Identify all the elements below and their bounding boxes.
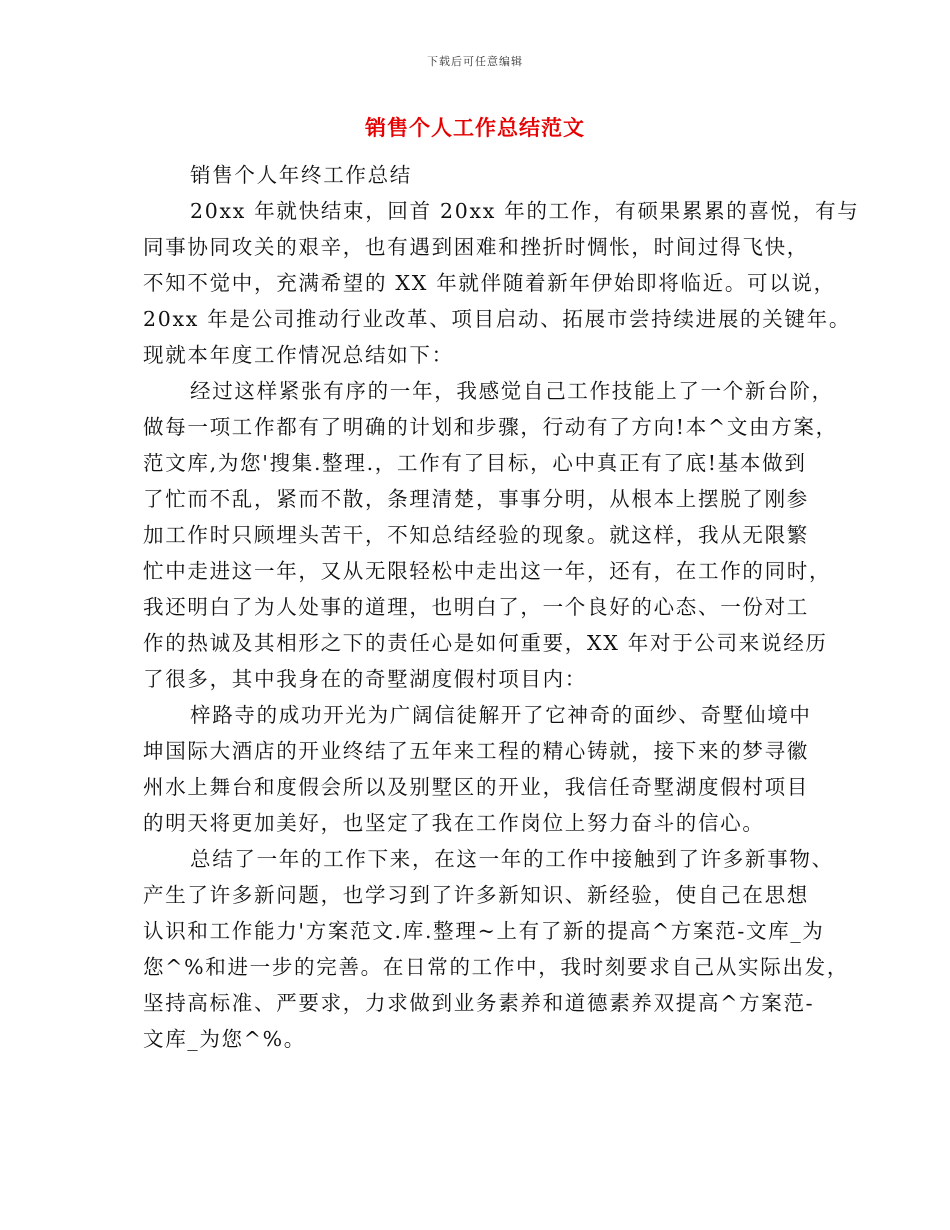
- paragraph-line: 20xx 年就快结束，回首 20xx 年的工作，有硕果累累的喜悦，有与: [190, 199, 860, 223]
- paragraph-line: 范文库,为您'搜集.整理.，工作有了目标，心中真正有了底!基本做到: [143, 451, 807, 475]
- paragraph-line: 产生了许多新问题，也学习到了许多新知识、新经验，使自己在思想: [143, 883, 809, 907]
- paragraph-line: 我还明白了为人处事的道理，也明白了，一个良好的心态、一份对工: [143, 595, 809, 619]
- paragraph-line: 了忙而不乱，紧而不散，条理清楚，事事分明，从根本上摆脱了刚参: [143, 487, 809, 511]
- paragraph-line: 梓路寺的成功开光为广阔信徒解开了它神奇的面纱、奇墅仙境中: [190, 703, 812, 727]
- paragraph-line: 总结了一年的工作下来，在这一年的工作中接触到了许多新事物、: [190, 847, 834, 871]
- paragraph-line: 您^%和进一步的完善。在日常的工作中，我时刻要求自己从实际出发，: [143, 955, 850, 979]
- paragraph-line: 作的热诚及其相形之下的责任心是如何重要，XX 年对于公司来说经历: [143, 631, 828, 655]
- header-note: 下载后可任意编辑: [427, 55, 523, 68]
- paragraph-line: 现就本年度工作情况总结如下：: [143, 343, 454, 367]
- paragraph-line: 忙中走进这一年，又从无限轻松中走出这一年，还有，在工作的同时，: [143, 559, 832, 583]
- paragraph-line: 同事协同攻关的艰辛，也有遇到困难和挫折时惆怅，时间过得飞快，: [143, 235, 809, 259]
- paragraph-line: 的明天将更加美好，也坚定了我在工作岗位上努力奋斗的信心。: [143, 811, 765, 835]
- paragraph-line: 不知不觉中，充满希望的 XX 年就伴随着新年伊始即将临近。可以说，: [143, 271, 836, 295]
- paragraph-line: 20xx 年是公司推动行业改革、项目启动、拓展市尝持续进展的关键年。: [143, 307, 852, 331]
- paragraph-line: 州水上舞台和度假会所以及别墅区的开业，我信任奇墅湖度假村项目: [143, 775, 809, 799]
- document-body: [143, 157, 860, 1057]
- paragraph-line: 加工作时只顾埋头苦干，不知总结经验的现象。就这样，我从无限繁: [143, 523, 809, 547]
- document-title: 销售个人工作总结范文: [365, 116, 585, 140]
- paragraph-line: 文库_为您^%。: [143, 1027, 307, 1051]
- paragraph-line: 认识和工作能力'方案范文.库.整理~上有了新的提高^方案范-文库_为: [143, 919, 825, 943]
- paragraph-line: 坚持高标准、严要求，力求做到业务素养和道德素养双提高^方案范-: [143, 991, 815, 1015]
- subtitle-line: 销售个人年终工作总结: [190, 163, 412, 187]
- paragraph-line: 做每一项工作都有了明确的计划和步骤，行动有了方向!本^文由方案，: [143, 415, 838, 439]
- paragraph-line: 了很多，其中我身在的奇墅湖度假村项目内：: [143, 667, 587, 691]
- paragraph-line: 经过这样紧张有序的一年，我感觉自己工作技能上了一个新台阶，: [190, 379, 834, 403]
- paragraph-line: 坤国际大酒店的开业终结了五年来工程的精心铸就，接下来的梦寻徽: [143, 739, 809, 763]
